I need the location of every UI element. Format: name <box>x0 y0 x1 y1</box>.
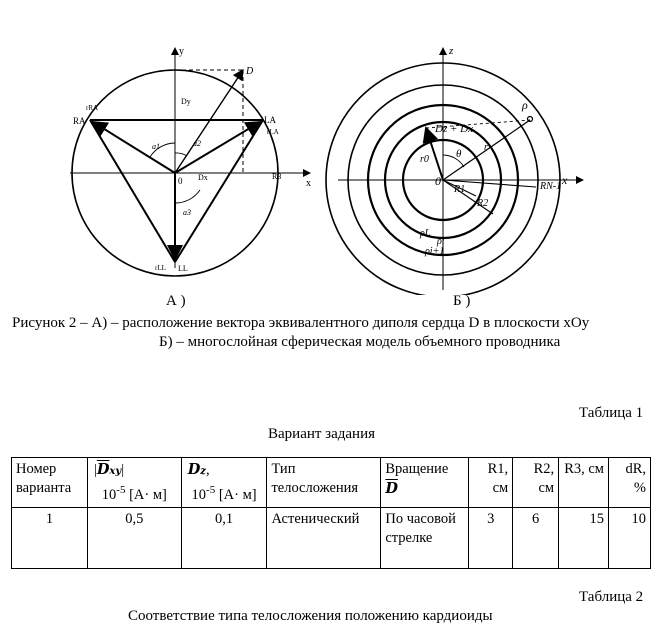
cell-r2: 6 <box>513 507 559 568</box>
label-rn1: RN-1 <box>540 181 562 192</box>
label-r2: R2 <box>477 198 489 209</box>
header-dr: dR, % <box>609 458 651 508</box>
label-dy: Dy <box>181 97 191 106</box>
fig-b-axis-x: x <box>562 173 568 187</box>
label-d: D <box>246 66 254 77</box>
header-dxy: $|\overline{D}xy|$ $10^{-5}$ [А· м] <box>87 458 181 508</box>
cell-dr: 10 <box>609 507 651 568</box>
header-r1: R1, см <box>469 458 513 508</box>
angle-a3-arc <box>175 190 200 203</box>
angle-a2-arc <box>175 153 187 156</box>
vector-r-la <box>175 122 260 173</box>
cell-r1: 3 <box>469 507 513 568</box>
fig-b-axis-z: z <box>449 45 454 57</box>
label-r-ra: rRA <box>86 104 99 112</box>
figure-a-label: А ) <box>166 293 186 309</box>
figure-b-label: Б ) <box>453 293 471 309</box>
label-a2: a2 <box>193 139 201 148</box>
figure-caption-line2: Б) – многослойная сферическая модель объемного проводника <box>159 334 561 350</box>
triangle-left <box>90 120 175 262</box>
header-dz: Dz, $10^{-5}$ [А· м] <box>181 458 267 508</box>
fig-a-axis-y: y <box>179 46 184 57</box>
header-r2: R2, см <box>513 458 559 508</box>
table1-number: Таблица 1 <box>579 405 644 421</box>
label-a3: a3 <box>183 208 191 217</box>
label-rho: ρ <box>522 98 528 112</box>
header-r3: R3, см <box>559 458 609 508</box>
label-pi1: ρi+1 <box>425 246 445 257</box>
label-r: r <box>484 142 488 153</box>
figure-b <box>318 40 598 295</box>
label-r0: r0 <box>420 154 429 165</box>
table2-number: Таблица 2 <box>579 589 644 605</box>
fig-a-origin: 0 <box>178 176 183 186</box>
point-rho <box>528 117 533 122</box>
cell-r3: 15 <box>559 507 609 568</box>
cell-dxy: 0,5 <box>87 507 181 568</box>
header-variant: Номер варианта <box>12 458 88 508</box>
table1-title: Вариант задания <box>268 426 376 442</box>
label-ll: LL <box>178 264 188 273</box>
cell-rotation: По часовой стрелке <box>381 507 469 568</box>
figure-a <box>60 40 325 290</box>
cell-variant: 1 <box>12 507 88 568</box>
vector-d <box>175 70 243 173</box>
variant-table <box>11 457 651 569</box>
label-pi: ρi <box>437 236 445 247</box>
table-header-row <box>12 458 651 508</box>
label-r1: R1 <box>454 184 466 195</box>
triangle-right <box>175 120 263 262</box>
table-row <box>12 507 651 568</box>
label-dx: Dx <box>198 173 208 182</box>
fig-a-axis-x: x <box>306 178 311 189</box>
label-la: LA <box>264 115 276 125</box>
cell-body-type: Астенический <box>267 507 381 568</box>
label-a1: a1 <box>152 142 160 151</box>
table2-title: Соответствие типа телосложения положению кардиоиды <box>128 608 493 624</box>
label-theta: θ <box>456 148 462 160</box>
fig-b-origin: 0 <box>435 174 441 188</box>
label-r-ll: rLL <box>155 264 166 272</box>
cell-dz: 0,1 <box>181 507 267 568</box>
figure-caption-line1: Рисунок 2 – А) – расположение вектора эквивалентного диполя сердца D в плоскости xOy <box>12 315 590 331</box>
label-pl: ρL <box>420 228 431 239</box>
label-dz-dx: Dz + Dx <box>435 123 473 135</box>
label-ra: RA <box>73 116 86 126</box>
label-r3: R3 <box>272 172 282 181</box>
label-r-la: rLA <box>267 128 279 136</box>
header-body-type: Тип телосложения <box>267 458 381 508</box>
header-rotation: Вращение $\overline{D}$ <box>381 458 469 508</box>
